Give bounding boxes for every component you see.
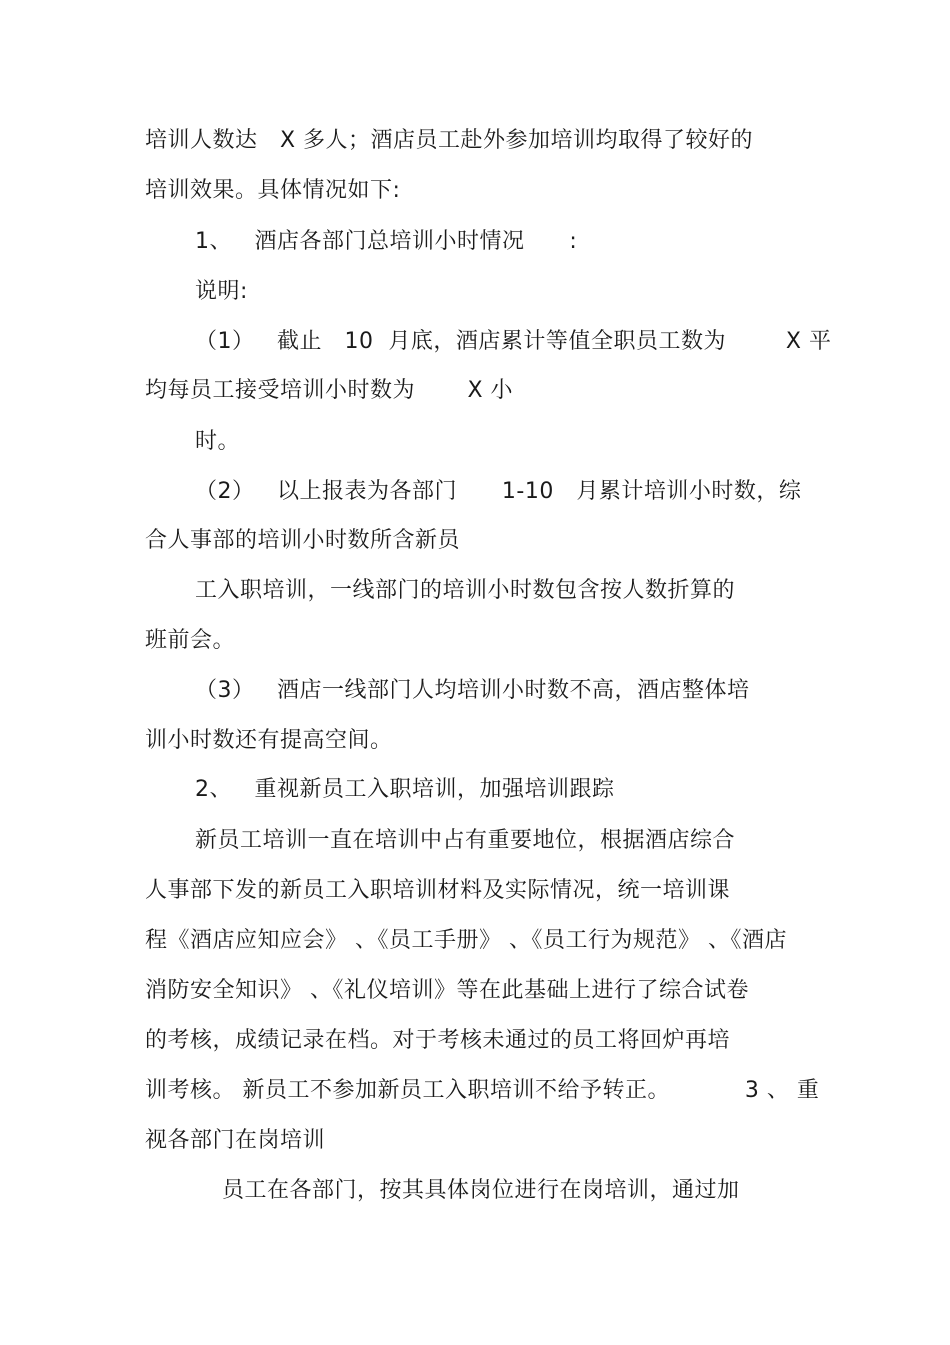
paragraph-line: 程《酒店应知应会》 、《员工手册》 、《员工行为规范》 、《酒店 bbox=[145, 928, 787, 953]
section-heading: 2、 重视新员工入职培训，加强培训跟踪 bbox=[195, 777, 615, 802]
paragraph-line: 说明: bbox=[195, 279, 248, 304]
paragraph-line: （2） 以上报表为各部门 1-10 月累计培训小时数，综 bbox=[195, 479, 802, 504]
paragraph-line: （1） 截止 10 月底，酒店累计等值全职员工数为 X 平 bbox=[195, 329, 832, 354]
paragraph-line: 员工在各部门，按其具体岗位进行在岗培训，通过加 bbox=[222, 1178, 740, 1203]
paragraph-line: 时。 bbox=[195, 429, 241, 454]
section-heading: 视各部门在岗培训 bbox=[145, 1128, 326, 1153]
section-heading: 1、 酒店各部门总培训小时情况 : bbox=[195, 229, 578, 254]
paragraph-line: 培训效果。具体情况如下: bbox=[145, 178, 401, 203]
paragraph-line: 消防安全知识》 、《礼仪培训》等在此基础上进行了综合试卷 bbox=[145, 978, 749, 1003]
paragraph-line: （3） 酒店一线部门人均培训小时数不高，酒店整体培 bbox=[195, 678, 750, 703]
paragraph-line: 训小时数还有提高空间。 bbox=[145, 728, 393, 753]
paragraph-line: 均每员工接受培训小时数为 X 小 bbox=[145, 378, 514, 403]
paragraph-line: 培训人数达 X 多人；酒店员工赴外参加培训均取得了较好的 bbox=[145, 128, 754, 153]
paragraph-line: 的考核，成绩记录在档。对于考核未通过的员工将回炉再培 bbox=[145, 1028, 731, 1053]
paragraph-line: 班前会。 bbox=[145, 628, 236, 653]
paragraph-line: 合人事部的培训小时数所含新员 bbox=[145, 528, 461, 553]
paragraph-line: 人事部下发的新员工入职培训材料及实际情况，统一培训课 bbox=[145, 878, 731, 903]
paragraph-line: 新员工培训一直在培训中占有重要地位，根据酒店综合 bbox=[195, 828, 736, 853]
paragraph-line: 工入职培训，一线部门的培训小时数包含按人数折算的 bbox=[195, 578, 736, 603]
paragraph-line: 训考核。 新员工不参加新员工入职培训不给予转正。 3 、 重 bbox=[145, 1078, 820, 1103]
